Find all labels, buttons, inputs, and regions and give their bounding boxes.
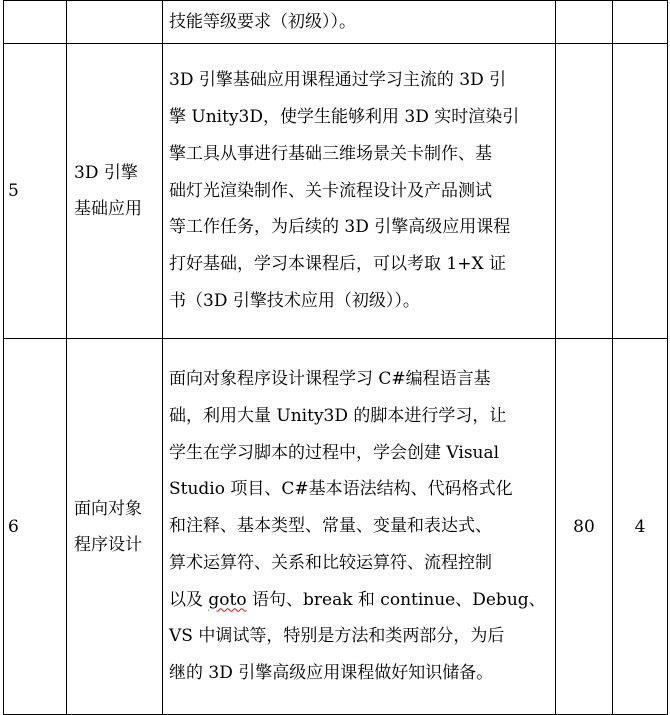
description-line: 算术运算符、关系和比较运算符、流程控制: [169, 552, 492, 573]
description-line: 3D 引擎基础应用课程通过学习主流的 3D 引: [169, 70, 507, 91]
course-number: [4, 1, 67, 44]
course-credits: 4: [613, 339, 668, 715]
description-line: 技能等级要求（初级））。: [169, 12, 356, 32]
spellcheck-word: goto: [208, 589, 247, 610]
course-name-line: 程序设计: [74, 534, 142, 555]
description-line: 打好基础，学习本课程后，可以考取 1+X 证: [169, 254, 506, 275]
table-row: [4, 1, 668, 44]
course-name: [67, 1, 163, 44]
description-line: 学生在学习脚本的过程中，学会创建 Visual: [169, 442, 500, 463]
course-credits: [613, 44, 668, 339]
table-row: [4, 44, 668, 339]
description-line: 等工作任务，为后续的 3D 引擎高级应用课程: [169, 217, 511, 238]
course-credits: [613, 1, 668, 44]
course-name-line: 基础应用: [74, 199, 142, 219]
course-hours: [556, 44, 613, 339]
course-name: [67, 44, 163, 339]
course-description: [163, 44, 556, 339]
description-line: VS 中调试等，特别是方法和类两部分，为后: [169, 626, 505, 647]
description-line: Studio 项目、C#基本语法结构、代码格式化: [169, 479, 513, 500]
course-table: [3, 0, 668, 715]
description-line: 擎工具从事进行基础三维场景关卡制作、基: [169, 143, 492, 164]
course-description: [163, 1, 556, 44]
course-hours: [556, 1, 613, 44]
course-number: 5: [4, 44, 67, 339]
description-line: 擎 Unity3D，使学生能够利用 3D 实时渲染引: [169, 107, 520, 127]
description-line: 和注释、基本类型、常量、变量和表达式、: [169, 516, 492, 537]
description-line: 书（3D 引擎技术应用（初级））。: [169, 290, 420, 311]
course-hours: 80: [556, 339, 613, 715]
description-line: 面向对象程序设计课程学习 C#编程语言基: [169, 368, 491, 389]
table-row: [4, 339, 668, 715]
course-name-line: 3D 引擎: [74, 163, 138, 183]
course-number: 6: [4, 339, 67, 715]
description-line: 继的 3D 引擎高级应用课程做好知识储备。: [169, 663, 494, 684]
course-name-line: 面向对象: [74, 498, 142, 519]
description-line: 础，利用大量 Unity3D 的脚本进行学习，让: [169, 405, 507, 426]
course-description: [163, 339, 556, 715]
course-name: [67, 339, 163, 715]
description-line: 以及 goto 语句、break 和 continue、Debug、: [169, 589, 546, 610]
description-line: 础灯光渲染制作、关卡流程设计及产品测试: [169, 180, 492, 201]
